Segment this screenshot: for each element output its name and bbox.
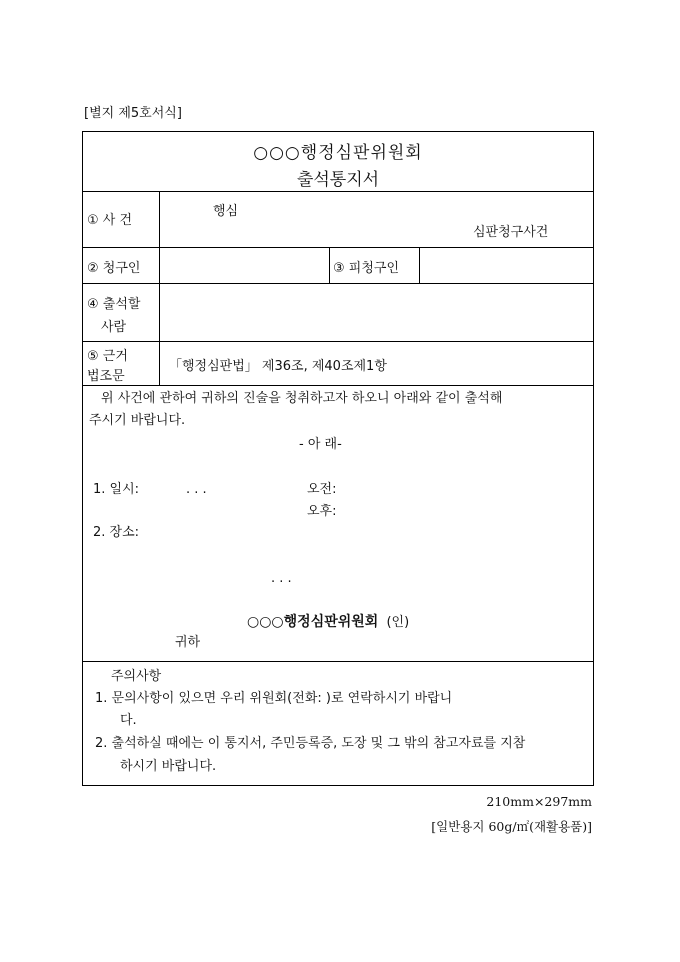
datetime-label: 1. 일시:	[93, 482, 140, 497]
pm-label: 오후:	[307, 504, 337, 519]
case-number-prefix[interactable]: 행심	[213, 204, 239, 219]
notice-paragraph-line1: 위 사건에 관하여 귀하의 진술을 청취하고자 하오니 아래와 같이 출석해	[101, 391, 503, 406]
respondent-label: ③ 피청구인	[333, 261, 400, 276]
case-type: 심판청구사건	[473, 225, 549, 240]
attendee-label-line1: ④ 출석할	[87, 297, 141, 312]
column-divider	[159, 191, 160, 385]
divider	[83, 661, 593, 662]
notice-form	[82, 131, 594, 786]
paper-size: 210mm×297mm	[486, 794, 592, 809]
notice-paragraph-line2: 주시기 바랍니다.	[89, 413, 186, 428]
committee-signature	[247, 611, 409, 631]
column-divider	[329, 247, 330, 283]
paper-spec: [일반용지 60g/㎡(재활용품)]	[431, 819, 592, 834]
datetime-field[interactable]: . . .	[186, 482, 207, 497]
place-label: 2. 장소:	[93, 525, 140, 540]
divider	[83, 385, 593, 386]
issue-date-field[interactable]: . . .	[271, 571, 292, 586]
note-item1-line1: 1. 문의사항이 있으면 우리 위원회(전화: )로 연락하시기 바랍니	[95, 691, 453, 706]
recipient-label: 귀하	[175, 635, 201, 650]
legal-basis-text: 「행정심판법」 제36조, 제40조제1항	[169, 359, 387, 374]
note-item1-line2: 다.	[120, 713, 137, 728]
respondent-field[interactable]	[425, 257, 585, 277]
note-item2-line2: 하시기 바랍니다.	[120, 759, 217, 774]
committee-name: ○○○행정심판위원회	[247, 614, 379, 630]
form-number-label: [별지 제5호서식]	[84, 106, 182, 121]
notes-heading: 주의사항	[111, 669, 162, 684]
column-divider	[419, 247, 420, 283]
seal-mark: (인)	[386, 615, 410, 630]
attendee-field[interactable]	[167, 297, 587, 333]
claimant-field[interactable]	[167, 257, 322, 277]
am-label: 오전:	[307, 482, 337, 497]
case-label: ① 사 건	[87, 213, 133, 228]
below-heading: - 아 래-	[299, 437, 342, 452]
claimant-label: ② 청구인	[87, 261, 141, 276]
attendee-label-line2: 사람	[101, 320, 127, 335]
note-item2-line1: 2. 출석하실 때에는 이 통지서, 주민등록증, 도장 및 그 밖의 참고자료를 지참	[95, 736, 526, 751]
basis-label-line2: 법조문	[87, 369, 125, 384]
form-title-committee: ○○○행정심판위원회	[253, 143, 423, 163]
basis-label-line1: ⑤ 근거	[87, 349, 128, 364]
form-title-document: 출석통지서	[296, 170, 380, 190]
